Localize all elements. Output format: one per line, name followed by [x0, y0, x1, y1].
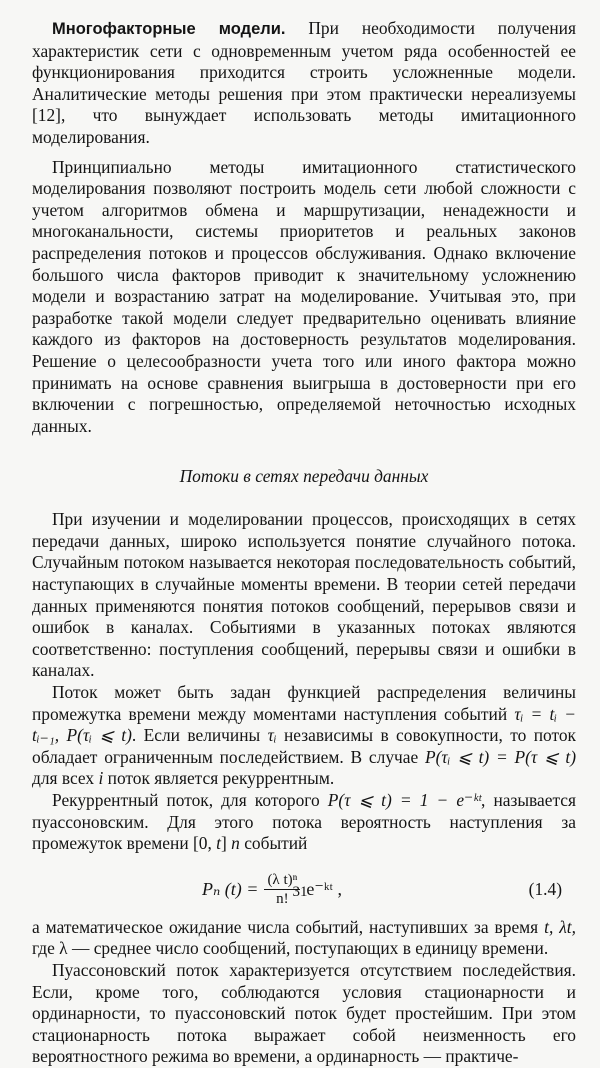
runin-heading: Многофакторные модели.	[52, 20, 286, 38]
paragraph-simulation-methods: Принципиально методы имитационного статистического моделирования позволяют построить модель сети любой сложности с учетом алгоритмов обмена и маршрутизации, ненадежности и многоканальности, системы приоритетов и реальных законов распределения потоков и процессов обслуживания. Однако включение большого числа факторов приводит к значительному усложнению модели и возрастанию затрат на моделирование. Учитывая это, при разработке такой модели следует предварительно оценивать влияние каждого из факторов на достоверность результатов моделирования. Решение о целесообразности учета того или иного фактора можно принимать на основе сравнения выигрыша в достоверности при его включении с погрешностью, определяемой неточностью исходных данных.	[32, 156, 576, 436]
math-inline: t	[216, 833, 221, 854]
fraction-numerator: (λ t)ⁿ	[264, 871, 300, 890]
text-run: поток является рекуррентным.	[103, 768, 335, 789]
text-run: , называется пуассоновским. Для этого потока вероятность наступления за промежуток времени [0,	[32, 790, 576, 854]
paragraph-expectation	[32, 917, 576, 960]
formula-lhs: Pₙ (t) =	[202, 878, 259, 899]
paragraph-multifactor-models	[32, 18, 576, 149]
paragraph-flow-distribution	[32, 682, 576, 790]
math-inline: τᵢ	[267, 725, 277, 746]
formula-rhs: e⁻ᵏᵗ ,	[306, 878, 342, 899]
text-run: где λ — среднее число сообщений, поступающих в единицу времени.	[32, 938, 549, 959]
page-number: 31	[292, 884, 308, 900]
math-inline: P(τ ⩽ t) = 1 − e⁻ᵏᵗ	[327, 790, 482, 810]
paragraph-text: При необходимости получения характеристик сети с одновременным учетом ряда особенностей ее функционирования приходится строить усложненные модели. Аналитические методы решения при этом практически нереализуемы [12], что вынуждает использовать методы имитационного моделирования.	[32, 18, 576, 147]
section-heading: Потоки в сетях передачи данных	[179, 466, 429, 487]
text-run: а математическое ожидание числа событий, наступивших за время	[32, 916, 545, 937]
paragraph-aftereffect: Пуассоновский поток характеризуется отсутствием последействия. Если, кроме того, соблюдаются условия стационарности и ординарности, то пуассоновский поток будет простейшим. При этом стационарность потока выражает собой неизменность его вероятностного режима во времени, а ординарность — практиче-	[32, 959, 576, 1067]
paragraph-poisson-flow	[32, 790, 576, 855]
text-run: Поток может быть задан функцией распределения величины промежутка времени между моментами наступления событий	[32, 682, 576, 724]
text-run: ]	[221, 833, 232, 854]
math-inline: P(τᵢ ⩽ t) = P(τ ⩽ t)	[425, 746, 576, 767]
equation-number: (1.4)	[528, 878, 562, 899]
math-inline: n	[231, 833, 240, 854]
fraction-denominator: n!	[276, 890, 289, 907]
text-run: независимы в совокупности, то поток обладает ограниченным последействием. В случае	[32, 725, 576, 767]
math-inline: i	[98, 768, 104, 789]
paragraph-random-flow: При изучении и моделировании процессов, происходящих в сетях передачи данных, широко используется понятие случайного потока. Случайным потоком называется некоторая последовательность событий, наступающих в случайные моменты времени. В теории сетей передачи данных применяются понятия потоков сообщений, перерывов связи и ошибок в каналах. Событиями в указанных потоках являются соответственно: поступления сообщений, перерывы связи и ошибки в каналах.	[32, 509, 576, 681]
text-run: событий	[239, 833, 308, 854]
math-inline: t, λt,	[544, 916, 576, 937]
text-run: . Если величины	[131, 725, 268, 746]
math-inline: τᵢ = tᵢ − tᵢ₋₁, P(τᵢ ⩽ t)	[32, 703, 576, 746]
text-run: Рекуррентный поток, для которого	[52, 790, 328, 810]
text-run: для всех	[32, 768, 99, 789]
